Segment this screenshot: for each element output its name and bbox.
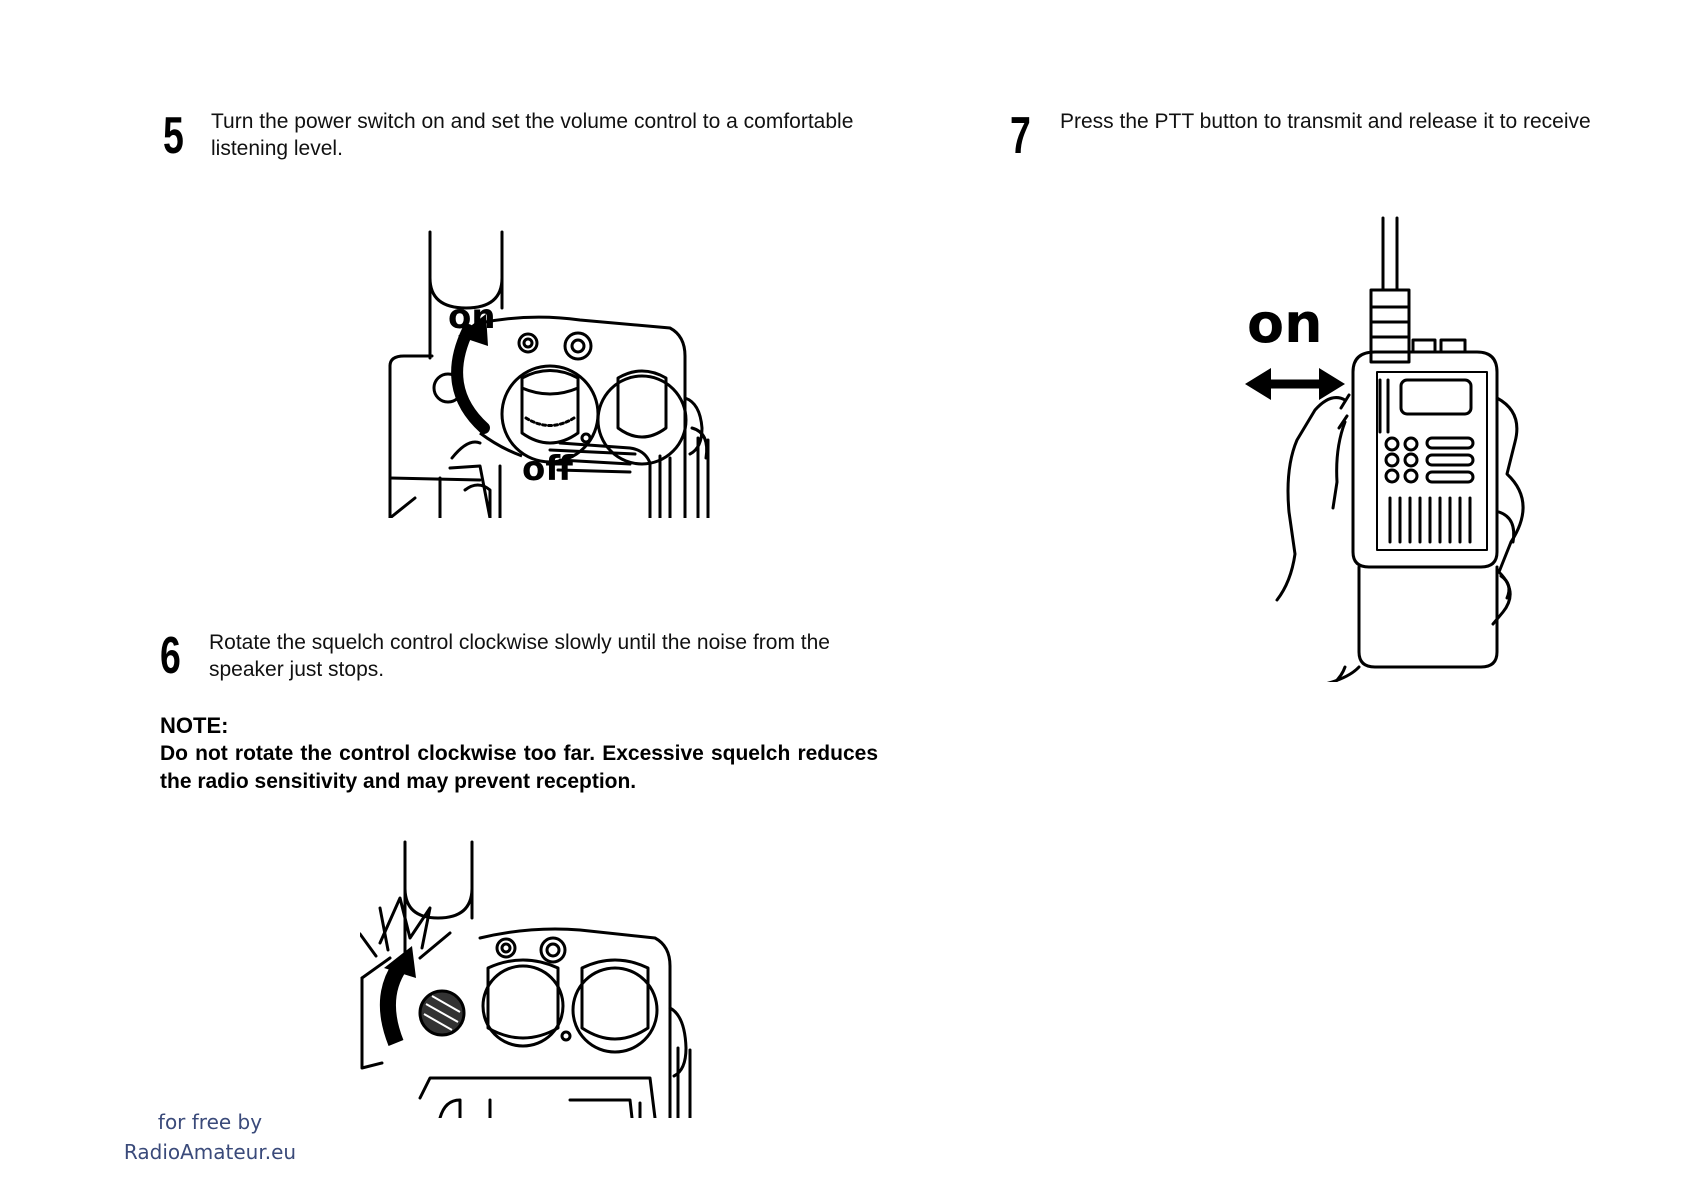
step-5-text: Turn the power switch on and set the volume control to a comfortable listening level. bbox=[211, 110, 854, 160]
on-arrow bbox=[457, 330, 484, 428]
on-label: on bbox=[448, 297, 496, 337]
off-label: off bbox=[522, 449, 573, 489]
ptt-illustration bbox=[1245, 212, 1535, 682]
ptt-on-label: on bbox=[1247, 292, 1323, 355]
step-6-text: Rotate the squelch control clockwise slowly until the noise from the speaker just stops. bbox=[209, 631, 830, 681]
credit-line-2: RadioAmateur.eu bbox=[123, 1140, 297, 1164]
note-body: Do not rotate the control clockwise too far. Excessive squelch reduces the radio sensitivity and may prevent reception. bbox=[160, 742, 878, 793]
credit bbox=[110, 1107, 310, 1167]
note-heading: NOTE: bbox=[160, 713, 229, 738]
step-7-number: 7 bbox=[1010, 107, 1030, 165]
squelch-arrow bbox=[388, 966, 400, 1043]
credit-line-1: for free by bbox=[157, 1110, 263, 1134]
power-switch-illustration bbox=[380, 228, 740, 518]
step-7-text: Press the PTT button to transmit and release it to receive bbox=[1060, 110, 1591, 133]
step-5-number: 5 bbox=[163, 107, 183, 165]
squelch-control-illustration bbox=[360, 838, 720, 1118]
step-6-number: 6 bbox=[160, 627, 180, 685]
